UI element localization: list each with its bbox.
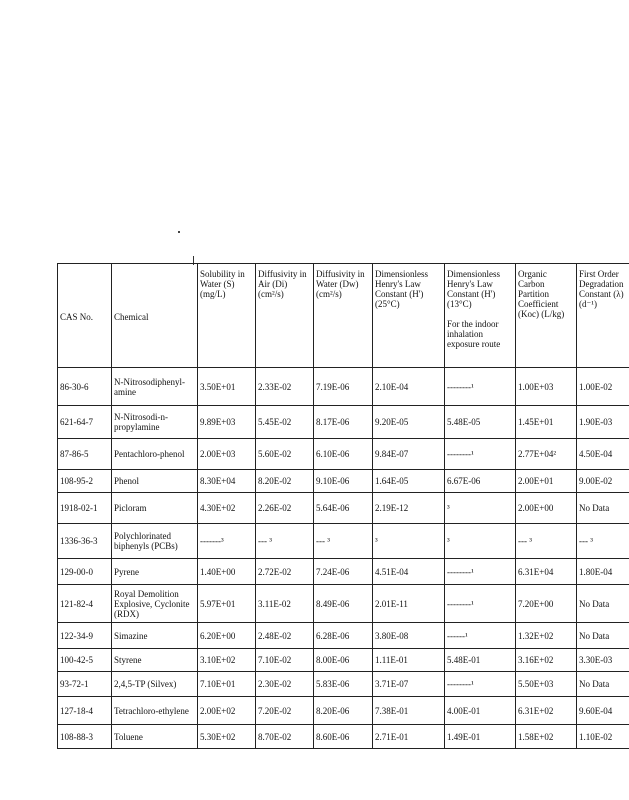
- row-degradation: 1.80E-04: [577, 559, 629, 585]
- row-koc: 1.00E+03: [516, 368, 577, 406]
- row-diffusivity-air: 3.11E-02: [256, 585, 314, 623]
- row-henry-13c: 5.48E-05: [445, 406, 516, 439]
- row-cas: 87-86-5: [58, 439, 112, 470]
- header-row: [58, 264, 629, 368]
- row-chemical: 2,4,5-TP (Silvex): [112, 672, 198, 697]
- row-solubility: -------³: [198, 524, 256, 559]
- row-diffusivity-water: 5.83E-06: [314, 672, 373, 697]
- row-degradation: No Data: [577, 585, 629, 623]
- row-henry-13c: --------¹: [445, 559, 516, 585]
- row-henry-13c: 4.00E-01: [445, 697, 516, 725]
- row-henry-25c: 7.38E-01: [373, 697, 445, 725]
- row-koc: 2.00E+00: [516, 493, 577, 524]
- row-cas: 621-64-7: [58, 406, 112, 439]
- row-henry-13c: --------¹: [445, 585, 516, 623]
- row-koc: 6.31E+02: [516, 697, 577, 725]
- row-cas: 1336-36-3: [58, 524, 112, 559]
- table-row: [58, 623, 629, 649]
- row-cas: 121-82-4: [58, 585, 112, 623]
- row-diffusivity-air: --- ³: [256, 524, 314, 559]
- row-henry-13c: 6.67E-06: [445, 470, 516, 493]
- header-diffusivity-water: Diffusivity in Water (Dw) (cm²/s): [314, 264, 373, 368]
- row-degradation: No Data: [577, 672, 629, 697]
- row-diffusivity-water: 7.19E-06: [314, 368, 373, 406]
- row-koc: 2.77E+04²: [516, 439, 577, 470]
- row-diffusivity-water: 8.00E-06: [314, 649, 373, 672]
- row-solubility: 8.30E+04: [198, 470, 256, 493]
- row-chemical: N-Nitrosodi-n-propylamine: [112, 406, 198, 439]
- row-solubility: 5.97E+01: [198, 585, 256, 623]
- row-koc: 6.31E+04: [516, 559, 577, 585]
- table-row: [58, 585, 629, 623]
- row-solubility: 2.00E+02: [198, 697, 256, 725]
- row-henry-13c: ------¹: [445, 623, 516, 649]
- row-diffusivity-water: 9.10E-06: [314, 470, 373, 493]
- row-henry-13c: 5.48E-01: [445, 649, 516, 672]
- row-henry-25c: 2.19E-12: [373, 493, 445, 524]
- row-diffusivity-air: 2.33E-02: [256, 368, 314, 406]
- row-henry-25c: 2.71E-01: [373, 725, 445, 749]
- row-cas: 1918-02-1: [58, 493, 112, 524]
- row-henry-25c: ³: [373, 524, 445, 559]
- scan-speck: [178, 231, 180, 233]
- table-row: [58, 470, 629, 493]
- row-degradation: 1.90E-03: [577, 406, 629, 439]
- row-henry-25c: 2.10E-04: [373, 368, 445, 406]
- row-cas: 127-18-4: [58, 697, 112, 725]
- row-diffusivity-air: 2.48E-02: [256, 623, 314, 649]
- table-row: [58, 697, 629, 725]
- row-diffusivity-water: 8.60E-06: [314, 725, 373, 749]
- table-row: [58, 559, 629, 585]
- row-degradation: 1.10E-02: [577, 725, 629, 749]
- row-koc: 1.32E+02: [516, 623, 577, 649]
- row-koc: --- ³: [516, 524, 577, 559]
- header-henry-25c: Dimensionless Henry's Law Constant (H') (25°C): [373, 264, 445, 368]
- row-diffusivity-air: 2.26E-02: [256, 493, 314, 524]
- row-henry-25c: 1.64E-05: [373, 470, 445, 493]
- row-koc: 2.00E+01: [516, 470, 577, 493]
- row-diffusivity-water: 6.10E-06: [314, 439, 373, 470]
- row-koc: 5.50E+03: [516, 672, 577, 697]
- row-chemical: N-Nitrosodiphenyl-amine: [112, 368, 198, 406]
- row-degradation: 3.30E-03: [577, 649, 629, 672]
- row-solubility: 1.40E+00: [198, 559, 256, 585]
- row-cas: 108-95-2: [58, 470, 112, 493]
- row-henry-25c: 1.11E-01: [373, 649, 445, 672]
- row-degradation: No Data: [577, 623, 629, 649]
- header-koc: Organic Carbon Partition Coefficient (Koc) (L/kg): [516, 264, 577, 368]
- row-diffusivity-water: 8.20E-06: [314, 697, 373, 725]
- row-henry-13c: --------¹: [445, 368, 516, 406]
- row-diffusivity-water: 8.17E-06: [314, 406, 373, 439]
- row-chemical: Polychlorinated biphenyls (PCBs): [112, 524, 198, 559]
- row-chemical: Pentachloro-phenol: [112, 439, 198, 470]
- table-row: [58, 406, 629, 439]
- row-chemical: Styrene: [112, 649, 198, 672]
- row-degradation: 9.60E-04: [577, 697, 629, 725]
- row-diffusivity-air: 5.60E-02: [256, 439, 314, 470]
- header-diffusivity-air: Diffusivity in Air (Di) (cm²/s): [256, 264, 314, 368]
- row-chemical: Picloram: [112, 493, 198, 524]
- row-cas: 93-72-1: [58, 672, 112, 697]
- row-degradation: 4.50E-04: [577, 439, 629, 470]
- chemical-properties-table-wrapper: [57, 263, 624, 749]
- table-row: [58, 493, 629, 524]
- row-solubility: 2.00E+03: [198, 439, 256, 470]
- header-henry-13c-note: For the indoor inhalation exposure route: [447, 319, 501, 349]
- row-henry-25c: 4.51E-04: [373, 559, 445, 585]
- row-chemical: Tetrachloro-ethylene: [112, 697, 198, 725]
- header-solubility: Solubility in Water (S) (mg/L): [198, 264, 256, 368]
- row-solubility: 6.20E+00: [198, 623, 256, 649]
- header-henry-13c-title: Dimensionless Henry's Law Constant (H') (13°C): [447, 269, 500, 309]
- row-henry-13c: ³: [445, 524, 516, 559]
- row-degradation: --- ³: [577, 524, 629, 559]
- row-degradation: 9.00E-02: [577, 470, 629, 493]
- header-chemical: Chemical: [112, 264, 198, 368]
- row-henry-13c: --------¹: [445, 439, 516, 470]
- row-cas: 86-30-6: [58, 368, 112, 406]
- row-chemical: Simazine: [112, 623, 198, 649]
- row-diffusivity-air: 8.70E-02: [256, 725, 314, 749]
- table-row: [58, 439, 629, 470]
- row-cas: 108-88-3: [58, 725, 112, 749]
- row-chemical: Pyrene: [112, 559, 198, 585]
- row-cas: 100-42-5: [58, 649, 112, 672]
- row-diffusivity-water: 7.24E-06: [314, 559, 373, 585]
- row-solubility: 7.10E+01: [198, 672, 256, 697]
- chemical-properties-table: [57, 263, 629, 749]
- row-henry-13c: 1.49E-01: [445, 725, 516, 749]
- row-henry-25c: 3.71E-07: [373, 672, 445, 697]
- row-cas: 129-00-0: [58, 559, 112, 585]
- table-row: [58, 672, 629, 697]
- row-koc: 3.16E+02: [516, 649, 577, 672]
- row-diffusivity-air: 8.20E-02: [256, 470, 314, 493]
- table-body: [58, 368, 629, 749]
- row-degradation: 1.00E-02: [577, 368, 629, 406]
- row-diffusivity-water: 8.49E-06: [314, 585, 373, 623]
- row-solubility: 5.30E+02: [198, 725, 256, 749]
- row-chemical: Royal Demolition Explosive, Cyclonite (RDX): [112, 585, 198, 623]
- row-solubility: 3.50E+01: [198, 368, 256, 406]
- row-koc: 1.58E+02: [516, 725, 577, 749]
- table-row: [58, 649, 629, 672]
- table-row: [58, 524, 629, 559]
- row-henry-25c: 2.01E-11: [373, 585, 445, 623]
- row-koc: 7.20E+00: [516, 585, 577, 623]
- row-degradation: No Data: [577, 493, 629, 524]
- row-henry-25c: 3.80E-08: [373, 623, 445, 649]
- header-cas: CAS No.: [58, 264, 112, 368]
- row-solubility: 3.10E+02: [198, 649, 256, 672]
- row-diffusivity-air: 5.45E-02: [256, 406, 314, 439]
- table-row: [58, 368, 629, 406]
- row-diffusivity-air: 7.20E-02: [256, 697, 314, 725]
- row-chemical: Toluene: [112, 725, 198, 749]
- row-diffusivity-water: --- ³: [314, 524, 373, 559]
- row-diffusivity-water: 5.64E-06: [314, 493, 373, 524]
- row-diffusivity-air: 2.72E-02: [256, 559, 314, 585]
- row-diffusivity-air: 2.30E-02: [256, 672, 314, 697]
- row-henry-25c: 9.20E-05: [373, 406, 445, 439]
- row-henry-25c: 9.84E-07: [373, 439, 445, 470]
- header-degradation: First Order Degradation Constant (λ) (d⁻¹): [577, 264, 629, 368]
- table-row: [58, 725, 629, 749]
- row-chemical: Phenol: [112, 470, 198, 493]
- row-diffusivity-water: 6.28E-06: [314, 623, 373, 649]
- row-koc: 1.45E+01: [516, 406, 577, 439]
- header-henry-13c: [445, 264, 516, 368]
- row-diffusivity-air: 7.10E-02: [256, 649, 314, 672]
- row-solubility: 9.89E+03: [198, 406, 256, 439]
- row-henry-13c: --------¹: [445, 672, 516, 697]
- row-henry-13c: ³: [445, 493, 516, 524]
- row-solubility: 4.30E+02: [198, 493, 256, 524]
- row-cas: 122-34-9: [58, 623, 112, 649]
